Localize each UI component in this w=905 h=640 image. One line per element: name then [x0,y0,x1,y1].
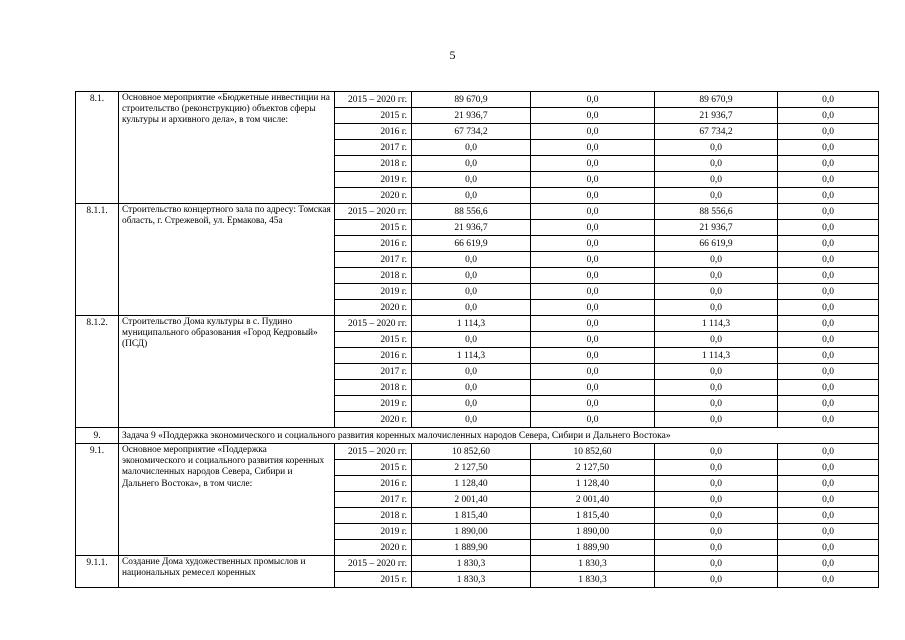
period-cell: 2016 г. [335,124,412,140]
value-cell: 0,0 [778,524,879,540]
value-cell: 0,0 [655,444,778,460]
value-cell: 0,0 [778,492,879,508]
value-cell: 0,0 [412,268,531,284]
value-cell: 0,0 [412,412,531,428]
value-cell: 0,0 [531,364,655,380]
value-cell: 0,0 [778,172,879,188]
value-cell: 0,0 [531,252,655,268]
value-cell: 0,0 [531,380,655,396]
period-cell: 2015 г. [335,108,412,124]
value-cell: 0,0 [655,476,778,492]
value-cell: 0,0 [778,380,879,396]
value-cell: 1 889,90 [531,540,655,556]
value-cell: 0,0 [778,444,879,460]
value-cell: 0,0 [778,188,879,204]
value-cell: 0,0 [531,220,655,236]
item-number: 9.1.1. [76,556,119,588]
period-cell: 2015 – 2020 гг. [335,92,412,108]
value-cell: 2 001,40 [531,492,655,508]
value-cell: 1 128,40 [531,476,655,492]
value-cell: 0,0 [412,284,531,300]
value-cell: 0,0 [655,540,778,556]
value-cell: 0,0 [778,348,879,364]
value-cell: 0,0 [778,300,879,316]
value-cell: 1 830,3 [412,556,531,572]
value-cell: 1 114,3 [655,316,778,332]
period-cell: 2015 – 2020 гг. [335,444,412,460]
value-cell: 66 619,9 [412,236,531,252]
value-cell: 0,0 [531,300,655,316]
value-cell: 0,0 [778,508,879,524]
value-cell: 0,0 [412,332,531,348]
item-number: 8.1.1. [76,204,119,316]
period-cell: 2015 – 2020 гг. [335,204,412,220]
value-cell: 0,0 [531,124,655,140]
period-cell: 2015 г. [335,460,412,476]
value-cell: 0,0 [655,268,778,284]
value-cell: 0,0 [412,364,531,380]
value-cell: 66 619,9 [655,236,778,252]
value-cell: 0,0 [778,572,879,588]
value-cell: 0,0 [412,188,531,204]
table-row [76,316,879,332]
value-cell: 0,0 [778,364,879,380]
value-cell: 0,0 [531,284,655,300]
value-cell: 0,0 [655,524,778,540]
period-cell: 2018 г. [335,268,412,284]
value-cell: 0,0 [531,92,655,108]
value-cell: 0,0 [778,556,879,572]
item-number: 8.1. [76,92,119,204]
value-cell: 0,0 [531,172,655,188]
value-cell: 1 890,00 [531,524,655,540]
page-number: 5 [449,48,456,62]
value-cell: 10 852,60 [531,444,655,460]
value-cell: 0,0 [778,396,879,412]
period-cell: 2015 – 2020 гг. [335,556,412,572]
value-cell: 21 936,7 [655,108,778,124]
value-cell: 0,0 [655,572,778,588]
table-row [76,204,879,220]
item-number: 9.1. [76,444,119,556]
value-cell: 0,0 [412,172,531,188]
period-cell: 2019 г. [335,524,412,540]
value-cell: 0,0 [778,476,879,492]
period-cell: 2020 г. [335,540,412,556]
value-cell: 88 556,6 [412,204,531,220]
value-cell: 0,0 [655,380,778,396]
item-name: Основное мероприятие «Бюджетные инвестиции на строительство (реконструкцию) объектов сферы культуры и архивного дела», в том числе: [119,92,335,204]
value-cell: 0,0 [531,236,655,252]
value-cell: 2 127,50 [412,460,531,476]
period-cell: 2017 г. [335,252,412,268]
value-cell: 0,0 [531,156,655,172]
value-cell: 0,0 [531,108,655,124]
period-cell: 2020 г. [335,188,412,204]
period-cell: 2016 г. [335,348,412,364]
value-cell: 0,0 [655,284,778,300]
value-cell: 1 830,3 [531,572,655,588]
table-body [76,92,879,588]
period-cell: 2015 – 2020 гг. [335,316,412,332]
item-number: 8.1.2. [76,316,119,428]
value-cell: 0,0 [778,140,879,156]
period-cell: 2018 г. [335,156,412,172]
value-cell: 1 128,40 [412,476,531,492]
value-cell: 0,0 [778,332,879,348]
value-cell: 88 556,6 [655,204,778,220]
period-cell: 2019 г. [335,396,412,412]
value-cell: 1 889,90 [412,540,531,556]
value-cell: 0,0 [778,108,879,124]
value-cell: 0,0 [655,300,778,316]
value-cell: 0,0 [531,348,655,364]
value-cell: 0,0 [778,92,879,108]
value-cell: 89 670,9 [655,92,778,108]
value-cell: 0,0 [655,156,778,172]
value-cell: 0,0 [778,124,879,140]
value-cell: 1 815,40 [412,508,531,524]
value-cell: 0,0 [531,268,655,284]
period-cell: 2016 г. [335,236,412,252]
value-cell: 0,0 [655,460,778,476]
value-cell: 0,0 [655,556,778,572]
value-cell: 0,0 [778,540,879,556]
value-cell: 1 114,3 [412,348,531,364]
value-cell: 0,0 [778,268,879,284]
period-cell: 2019 г. [335,172,412,188]
task-title: Задача 9 «Поддержка экономического и социального развития коренных малочисленных народов Севера, Сибири и Дальнего Востока» [119,428,879,444]
value-cell: 10 852,60 [412,444,531,460]
value-cell: 0,0 [412,300,531,316]
value-cell: 67 734,2 [412,124,531,140]
value-cell: 1 890,00 [412,524,531,540]
value-cell: 1 830,3 [531,556,655,572]
period-cell: 2020 г. [335,412,412,428]
value-cell: 0,0 [531,140,655,156]
task-number: 9. [76,428,119,444]
period-cell: 2015 г. [335,220,412,236]
period-cell: 2020 г. [335,300,412,316]
period-cell: 2018 г. [335,380,412,396]
period-cell: 2019 г. [335,284,412,300]
value-cell: 0,0 [655,172,778,188]
value-cell: 0,0 [778,412,879,428]
period-cell: 2015 г. [335,572,412,588]
value-cell: 0,0 [412,252,531,268]
value-cell: 21 936,7 [655,220,778,236]
value-cell: 0,0 [655,252,778,268]
value-cell: 0,0 [778,204,879,220]
value-cell: 0,0 [531,332,655,348]
value-cell: 0,0 [655,332,778,348]
item-name: Строительство Дома культуры в с. Пудино муниципального образования «Город Кедровый» (ПСД) [119,316,335,428]
value-cell: 0,0 [531,204,655,220]
value-cell: 0,0 [531,316,655,332]
period-cell: 2017 г. [335,140,412,156]
period-cell: 2018 г. [335,508,412,524]
value-cell: 0,0 [778,252,879,268]
item-name: Основное мероприятие «Поддержка экономического и социального развития коренных малочисленных народов Севера, Сибири и Дальнего Востока», в том числе: [119,444,335,556]
value-cell: 0,0 [655,140,778,156]
item-name: Строительство концертного зала по адресу: Томская область, г. Стрежевой, ул. Ермакова, 45а [119,204,335,316]
value-cell: 0,0 [412,396,531,412]
item-name: Создание Дома художественных промыслов и национальных ремесел коренных [119,556,335,588]
value-cell: 0,0 [778,220,879,236]
value-cell: 0,0 [655,364,778,380]
value-cell: 0,0 [531,412,655,428]
value-cell: 0,0 [531,396,655,412]
period-cell: 2016 г. [335,476,412,492]
period-cell: 2017 г. [335,492,412,508]
period-cell: 2017 г. [335,364,412,380]
value-cell: 1 815,40 [531,508,655,524]
value-cell: 0,0 [778,460,879,476]
value-cell: 0,0 [778,156,879,172]
value-cell: 0,0 [778,236,879,252]
task-row [76,428,879,444]
value-cell: 1 830,3 [412,572,531,588]
value-cell: 0,0 [778,316,879,332]
value-cell: 0,0 [531,188,655,204]
value-cell: 0,0 [412,140,531,156]
table-row [76,556,879,572]
value-cell: 0,0 [655,508,778,524]
table-row [76,444,879,460]
value-cell: 21 936,7 [412,108,531,124]
value-cell: 0,0 [655,412,778,428]
value-cell: 89 670,9 [412,92,531,108]
value-cell: 2 001,40 [412,492,531,508]
value-cell: 2 127,50 [531,460,655,476]
value-cell: 0,0 [655,492,778,508]
value-cell: 1 114,3 [412,316,531,332]
table-row [76,92,879,108]
value-cell: 0,0 [778,284,879,300]
value-cell: 0,0 [412,380,531,396]
value-cell: 0,0 [412,156,531,172]
period-cell: 2015 г. [335,332,412,348]
value-cell: 0,0 [655,396,778,412]
value-cell: 67 734,2 [655,124,778,140]
budget-table [75,91,879,588]
value-cell: 0,0 [655,188,778,204]
value-cell: 21 936,7 [412,220,531,236]
value-cell: 1 114,3 [655,348,778,364]
